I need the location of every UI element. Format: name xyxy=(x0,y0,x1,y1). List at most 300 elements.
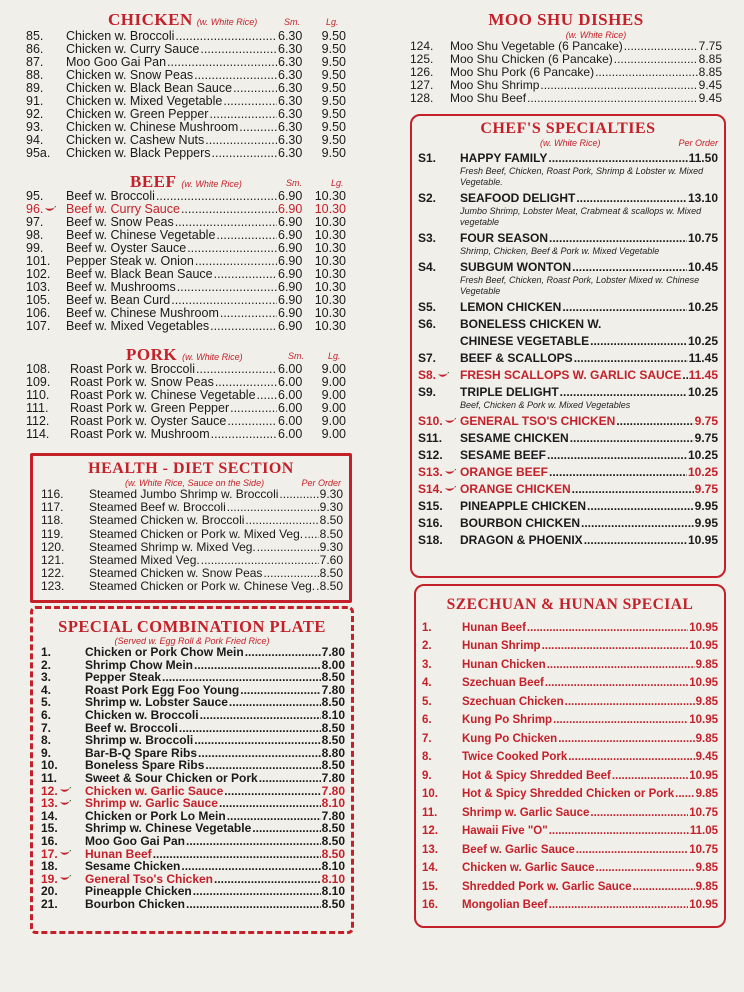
item-number: S3. xyxy=(418,231,437,245)
price: 8.80 xyxy=(321,745,345,760)
leader-dots xyxy=(558,732,694,746)
chicken-section xyxy=(26,10,346,160)
item-name: Beef w. Snow Peas xyxy=(66,215,174,229)
price-large: 10.30 xyxy=(314,293,346,307)
item-name: Chicken w. Garlic Sauce xyxy=(462,862,595,874)
price-large: 9.50 xyxy=(321,29,346,43)
price-small: 6.00 xyxy=(278,401,303,415)
price-small: 6.90 xyxy=(278,280,303,294)
leader-dots xyxy=(624,40,698,53)
leader-dots xyxy=(549,824,689,838)
menu-item xyxy=(26,320,346,333)
leader-dots xyxy=(214,268,277,281)
item-name: Shrimp w. Garlic Sauce xyxy=(462,806,590,819)
menu-item-continued xyxy=(418,334,718,348)
item-number: 99. xyxy=(26,241,44,255)
chef-list xyxy=(412,151,724,547)
item-number: 10. xyxy=(422,788,438,800)
price-large: 10.30 xyxy=(314,241,346,255)
price-small: 6.90 xyxy=(278,306,303,320)
pepper-icon xyxy=(59,850,71,857)
leader-dots xyxy=(548,151,687,165)
item-number: 7. xyxy=(41,720,52,735)
item-name: Chicken w. Curry Sauce xyxy=(66,42,200,56)
price: 10.95 xyxy=(689,899,718,911)
leader-dots xyxy=(527,92,698,105)
leader-dots xyxy=(581,516,694,530)
pepper-icon xyxy=(59,800,71,807)
item-description: Jumbo Shrimp, Lobster Meat, Crabmeat & scallops w. Mixed vegetable xyxy=(460,206,702,227)
menu-item xyxy=(418,191,718,205)
leader-dots xyxy=(220,307,277,320)
item-number: 97. xyxy=(26,215,44,229)
price-large: 10.30 xyxy=(314,267,346,281)
item-number: 2. xyxy=(41,657,52,672)
menu-item xyxy=(41,898,345,911)
menu-item xyxy=(422,787,718,801)
price: 9.85 xyxy=(695,732,718,745)
pepper-icon xyxy=(444,486,456,493)
item-name: BONELESS CHICKEN W. xyxy=(460,317,602,331)
price: 8.10 xyxy=(321,796,345,811)
menu-item xyxy=(418,482,718,496)
price: 8.85 xyxy=(698,52,722,66)
item-name: Moo Goo Gai Pan xyxy=(66,55,167,69)
leader-dots xyxy=(240,684,320,697)
menu-item xyxy=(41,772,345,785)
size-large-header: Lg. xyxy=(331,178,344,188)
price: 10.95 xyxy=(689,677,718,689)
price-large: 10.30 xyxy=(314,254,346,268)
item-number: S5. xyxy=(418,300,437,314)
price-large: 10.30 xyxy=(314,306,346,320)
menu-item xyxy=(422,676,718,690)
price-small: 6.90 xyxy=(278,228,303,242)
item-number: 1. xyxy=(422,621,432,634)
menu-item xyxy=(41,885,345,898)
price: 8.50 xyxy=(321,695,345,710)
price-small: 6.30 xyxy=(278,133,303,147)
price: 8.50 xyxy=(321,833,345,848)
item-number: 93. xyxy=(26,120,44,134)
leader-dots xyxy=(576,843,689,857)
leader-dots xyxy=(547,658,695,672)
price: 8.50 xyxy=(321,821,345,836)
item-description: Shrimp, Chicken, Beef & Pork w. Mixed Vegetable xyxy=(460,246,660,256)
leader-dots xyxy=(590,334,687,348)
leader-dots xyxy=(568,750,694,764)
section-title: CHEF'S SPECIALTIES xyxy=(480,120,656,137)
item-number: 21. xyxy=(41,896,58,911)
item-number: S9. xyxy=(418,385,437,399)
item-name: HAPPY FAMILY xyxy=(460,151,548,165)
price-large: 9.50 xyxy=(321,120,346,134)
item-name: BOURBON CHICKEN xyxy=(460,516,580,530)
menu-item xyxy=(422,861,718,875)
price: 7.75 xyxy=(698,39,722,53)
price: 10.95 xyxy=(689,769,718,782)
item-number: 127. xyxy=(410,78,434,92)
size-small-header: Sm. xyxy=(284,17,301,27)
price: 10.95 xyxy=(689,714,718,726)
price-large: 9.00 xyxy=(321,388,346,402)
item-number: 87. xyxy=(26,55,44,69)
item-name: ORANGE CHICKEN xyxy=(460,482,571,496)
item-number: 16. xyxy=(41,833,58,848)
item-name: SUBGUM WONTON xyxy=(460,260,572,274)
combo-list xyxy=(33,646,351,910)
leader-dots xyxy=(194,659,321,672)
item-name: Steamed Beef w. Broccoli xyxy=(89,500,226,515)
item-number: 8. xyxy=(422,751,432,763)
menu-item xyxy=(418,317,718,331)
item-name: Beef w. Mixed Vegetables xyxy=(66,319,210,333)
price-small: 6.90 xyxy=(278,293,303,307)
item-number: 119. xyxy=(41,526,64,541)
price: 9.75 xyxy=(694,414,718,428)
menu-item xyxy=(26,428,346,441)
price-large: 10.30 xyxy=(314,319,346,333)
item-name: Chicken w. Snow Peas xyxy=(66,68,194,82)
item-name: Kung Po Chicken xyxy=(462,732,558,745)
item-name: Bourbon Chicken xyxy=(85,896,186,911)
price-large: 10.30 xyxy=(314,189,346,203)
item-name-line2: CHINESE VEGETABLE xyxy=(460,334,590,348)
pepper-icon xyxy=(44,206,56,213)
leader-dots xyxy=(675,787,694,801)
leader-dots xyxy=(214,873,321,886)
item-name: Hunan Shrimp xyxy=(462,640,541,652)
item-name: Shrimp w. Chinese Vegetable xyxy=(85,821,252,836)
price: 9.45 xyxy=(698,78,722,92)
menu-item xyxy=(418,465,718,479)
price: 8.50 xyxy=(319,526,343,541)
leader-dots xyxy=(549,231,687,245)
item-number: 86. xyxy=(26,42,44,56)
item-name: Hot & Spicy Shredded Chicken or Pork xyxy=(462,788,675,800)
item-number: S4. xyxy=(418,260,437,274)
item-name: Sesame Chicken xyxy=(85,859,181,874)
price: 8.50 xyxy=(319,513,343,528)
item-name: Chicken w. Chinese Mushroom xyxy=(66,120,239,134)
leader-dots xyxy=(211,428,277,441)
price: 8.50 xyxy=(321,733,345,748)
leader-dots xyxy=(572,482,694,496)
item-number: 101. xyxy=(26,254,51,268)
pepper-icon xyxy=(444,418,456,425)
item-name: Chicken or Pork Lo Mein xyxy=(85,808,226,823)
price: 9.75 xyxy=(694,482,718,496)
menu-item xyxy=(418,351,718,365)
item-number: 8. xyxy=(41,733,52,748)
leader-dots xyxy=(193,885,321,898)
item-number: S14. xyxy=(418,482,460,496)
price-small: 6.90 xyxy=(278,202,303,216)
menu-item xyxy=(422,713,718,727)
item-name: Chicken w. Black Peppers xyxy=(66,146,211,160)
price: 10.25 xyxy=(687,300,718,314)
item-name: Steamed Chicken or Pork w. Mixed Veg. xyxy=(89,526,304,541)
item-number: 2. xyxy=(422,640,432,652)
price: 8.10 xyxy=(321,884,345,899)
item-name: LEMON CHICKEN xyxy=(460,300,562,314)
item-name: Boneless Spare Ribs xyxy=(85,758,205,773)
item-name: Bar-B-Q Spare Ribs xyxy=(85,745,198,760)
price: 9.30 xyxy=(319,539,343,554)
item-name: ORANGE BEEF xyxy=(460,465,549,479)
price: 8.50 xyxy=(321,758,345,773)
item-number: 14. xyxy=(41,808,58,823)
item-number: 95. xyxy=(26,189,44,203)
price: 11.45 xyxy=(688,351,718,365)
item-number: 18. xyxy=(41,859,58,874)
item-name: Hunan Beef xyxy=(85,846,152,861)
item-number: 5. xyxy=(41,695,52,710)
item-number: S18. xyxy=(418,533,443,547)
price-large: 9.00 xyxy=(321,401,346,415)
item-name: Shrimp w. Lobster Sauce xyxy=(85,695,228,710)
menu-item xyxy=(422,843,718,857)
price: 7.80 xyxy=(321,645,345,659)
leader-dots xyxy=(612,769,688,783)
price: 10.75 xyxy=(689,806,718,819)
price: 9.45 xyxy=(698,91,722,105)
item-number: S16. xyxy=(418,516,443,530)
leader-dots xyxy=(233,82,277,95)
item-number: 98. xyxy=(26,228,44,242)
price: 9.85 xyxy=(695,788,718,800)
leader-dots xyxy=(230,402,277,415)
price: 9.45 xyxy=(695,751,718,763)
menu-item xyxy=(41,835,345,848)
item-number: 110. xyxy=(26,388,50,402)
price-large: 9.50 xyxy=(321,107,346,121)
leader-dots xyxy=(595,66,698,79)
leader-dots xyxy=(245,646,321,659)
menu-item xyxy=(422,658,718,672)
price: 11.45 xyxy=(688,368,718,382)
leader-dots xyxy=(572,260,687,274)
menu-item xyxy=(26,147,346,160)
price: 10.25 xyxy=(687,465,718,479)
price: 8.50 xyxy=(321,670,345,685)
item-name: Chicken w. Broccoli xyxy=(85,707,199,722)
item-number: 85. xyxy=(26,29,44,43)
item-name: Moo Shu Beef xyxy=(450,91,527,105)
item-name: SESAME CHICKEN xyxy=(460,431,569,445)
menu-item xyxy=(422,806,718,820)
leader-dots xyxy=(565,695,695,709)
leader-dots xyxy=(223,95,277,108)
item-number: 122. xyxy=(41,566,65,581)
item-name: Roast Pork w. Chinese Vegetable xyxy=(70,388,256,402)
item-number: 95a. xyxy=(26,146,51,160)
item-name: Hunan Chicken xyxy=(462,658,546,671)
item-number: 15. xyxy=(41,821,58,836)
leader-dots xyxy=(257,389,277,402)
health-diet-box xyxy=(30,453,352,603)
price: 9.85 xyxy=(695,695,718,708)
size-large-header: Lg. xyxy=(326,17,339,27)
item-number: 9. xyxy=(422,769,432,782)
leader-dots xyxy=(316,580,319,593)
item-name: Hunan Beef xyxy=(462,621,526,634)
beef-list xyxy=(26,190,346,333)
leader-dots xyxy=(259,772,321,785)
item-name: Pineapple Chicken xyxy=(85,884,192,899)
menu-item xyxy=(41,860,345,873)
item-name: Twice Cooked Pork xyxy=(462,751,568,763)
leader-dots xyxy=(200,709,321,722)
price-small: 6.30 xyxy=(278,55,303,69)
menu-item xyxy=(422,695,718,709)
item-name: Beef w. Oyster Sauce xyxy=(66,241,187,255)
price-small: 6.30 xyxy=(278,107,303,121)
price: 7.60 xyxy=(319,553,343,568)
price: 9.30 xyxy=(319,500,343,515)
moo-shu-section xyxy=(410,10,722,105)
menu-item xyxy=(422,898,718,912)
item-number: 108. xyxy=(26,362,51,376)
price-small: 6.00 xyxy=(278,414,303,428)
item-number: 89. xyxy=(26,81,44,95)
item-number: S15. xyxy=(418,499,443,513)
price-small: 6.30 xyxy=(278,120,303,134)
leader-dots xyxy=(616,414,693,428)
item-number: 112. xyxy=(26,414,50,428)
price-small: 6.00 xyxy=(278,388,303,402)
item-name: SEAFOOD DELIGHT xyxy=(460,191,576,205)
leader-dots xyxy=(570,431,694,445)
item-number: 107. xyxy=(26,319,51,333)
item-name: Shrimp Chow Mein xyxy=(85,657,193,672)
item-number: 91. xyxy=(26,94,44,108)
price-small: 6.30 xyxy=(278,68,303,82)
menu-item xyxy=(422,750,718,764)
price: 10.25 xyxy=(687,334,718,348)
per-order-header: Per Order xyxy=(678,138,718,148)
price-small: 6.90 xyxy=(278,267,303,281)
item-name: Chicken or Pork Chow Mein xyxy=(85,645,244,659)
leader-dots xyxy=(212,147,277,160)
menu-item xyxy=(41,646,345,659)
leader-dots xyxy=(227,415,277,428)
menu-item xyxy=(418,533,718,547)
item-number: 16. xyxy=(422,899,438,911)
item-description: Fresh Beef, Chicken, Roast Pork, Lobster Mixed w. Chinese Vegetable xyxy=(460,275,700,296)
item-name: Beef w. Bean Curd xyxy=(66,293,171,307)
leader-dots xyxy=(614,53,698,66)
price: 8.50 xyxy=(321,896,345,911)
item-number: 10. xyxy=(41,758,58,773)
price: 10.95 xyxy=(689,640,718,652)
item-number: 4. xyxy=(422,677,432,689)
price-small: 6.90 xyxy=(278,189,303,203)
item-number: 103. xyxy=(26,280,51,294)
item-number: 17. xyxy=(41,848,85,861)
section-subtitle: (w. White Rice, Sauce on the Side) xyxy=(125,478,265,488)
leader-dots xyxy=(245,514,318,527)
leader-dots xyxy=(198,747,321,760)
item-number: 20. xyxy=(41,884,58,899)
menu-item xyxy=(418,499,718,513)
item-number: 96. xyxy=(26,203,66,216)
price: 11.05 xyxy=(689,825,718,837)
item-name: Hot & Spicy Shredded Beef xyxy=(462,769,611,782)
item-name: Hawaii Five "O" xyxy=(462,825,548,837)
item-number: S12. xyxy=(418,448,443,462)
size-small-header: Sm. xyxy=(286,178,303,188)
price: 9.85 xyxy=(695,862,718,874)
item-name: Shrimp w. Broccoli xyxy=(85,733,194,748)
section-subtitle: (w. White Rice) xyxy=(196,17,258,27)
leader-dots xyxy=(205,134,277,147)
item-number: 13. xyxy=(41,797,85,810)
price-large: 9.50 xyxy=(321,81,346,95)
price: 10.25 xyxy=(687,448,718,462)
item-name: DRAGON & PHOENIX xyxy=(460,533,583,547)
leader-dots xyxy=(527,621,688,635)
item-number: 6. xyxy=(422,714,432,726)
menu-item xyxy=(418,231,718,245)
item-number: 124. xyxy=(410,39,434,53)
menu-item xyxy=(418,385,718,399)
price: 7.80 xyxy=(321,783,345,798)
pork-section xyxy=(26,345,346,441)
item-number: 6. xyxy=(41,707,52,722)
section-subtitle: (w. White Rice) xyxy=(181,179,242,189)
item-number: 12. xyxy=(41,785,85,798)
price-large: 9.50 xyxy=(321,55,346,69)
price-small: 6.90 xyxy=(278,215,303,229)
item-number: 92. xyxy=(26,107,44,121)
item-name: SESAME BEEF xyxy=(460,448,547,462)
price-small: 6.30 xyxy=(278,81,303,95)
price-large: 9.00 xyxy=(321,362,346,376)
price-small: 6.90 xyxy=(278,319,303,333)
leader-dots xyxy=(224,785,320,798)
price: 8.10 xyxy=(321,859,345,874)
menu-item xyxy=(410,92,722,105)
item-name: Beef w. Broccoli xyxy=(85,720,178,735)
price-small: 6.30 xyxy=(278,29,303,43)
section-title: SPECIAL COMBINATION PLATE xyxy=(58,617,326,636)
item-number: 15. xyxy=(422,880,438,893)
leader-dots xyxy=(200,43,277,56)
combination-plate-box xyxy=(30,606,354,934)
item-number: 106. xyxy=(26,306,51,320)
item-name: Chicken w. Mixed Vegetable xyxy=(66,94,223,108)
item-number: 120. xyxy=(41,539,65,554)
price-large: 10.30 xyxy=(314,280,346,294)
item-number: 3. xyxy=(422,658,432,671)
price-small: 6.90 xyxy=(278,254,303,268)
section-title: MOO SHU DISHES xyxy=(488,10,644,29)
price: 8.50 xyxy=(319,566,343,581)
item-name: Roast Pork w. Snow Peas xyxy=(70,375,214,389)
item-name: Beef w. Curry Sauce xyxy=(66,202,180,216)
item-name: Chicken w. Green Pepper xyxy=(66,107,209,121)
price: 8.00 xyxy=(321,657,345,672)
leader-dots xyxy=(194,734,320,747)
item-number: 13. xyxy=(422,843,438,856)
item-number: S10. xyxy=(418,414,460,428)
menu-item xyxy=(418,260,718,274)
price: 9.30 xyxy=(319,487,343,501)
price: 10.95 xyxy=(689,621,718,634)
price-small: 6.30 xyxy=(278,42,303,56)
leader-dots xyxy=(596,861,695,875)
